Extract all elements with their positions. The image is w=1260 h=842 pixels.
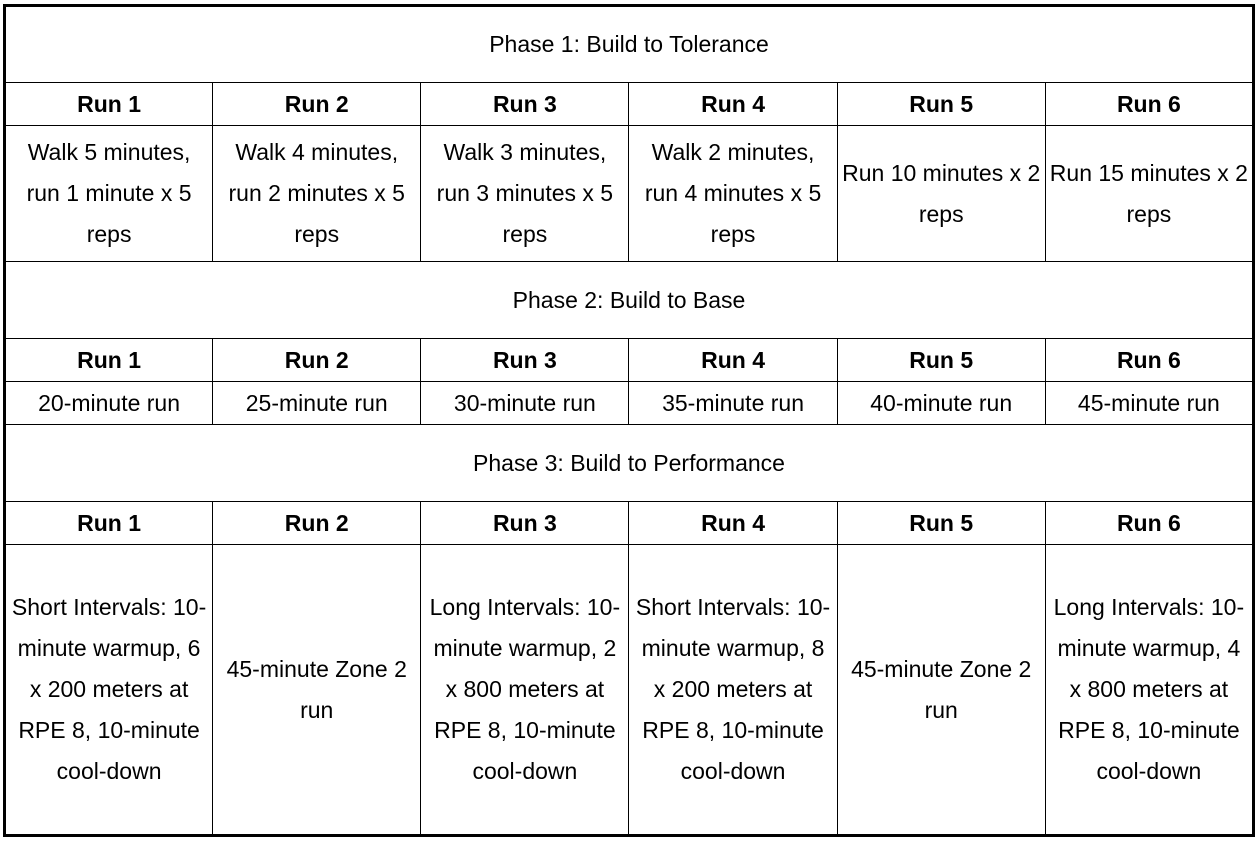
phase-3-title: Phase 3: Build to Performance [5,425,1254,502]
phase-2-header-row [5,339,1254,382]
phase-2-run-2-workout: 25-minute run [213,382,421,425]
phase-2-header-run-4: Run 4 [629,339,837,382]
phase-2-title: Phase 2: Build to Base [5,262,1254,339]
phase-3-run-3-workout: Long Intervals: 10-minute warmup, 2 x 800 meters at RPE 8, 10-minute cool-down [421,545,629,836]
phase-3-run-6-workout: Long Intervals: 10-minute warmup, 4 x 800 meters at RPE 8, 10-minute cool-down [1045,545,1253,836]
phase-2-header-run-6: Run 6 [1045,339,1253,382]
phase-1-run-5-workout: Run 10 minutes x 2 reps [837,126,1045,262]
phase-3-header-run-3: Run 3 [421,502,629,545]
phase-2-run-6-workout: 45-minute run [1045,382,1253,425]
phase-2-run-4-workout: 35-minute run [629,382,837,425]
phase-1-header-run-5: Run 5 [837,83,1045,126]
phase-2-header-run-2: Run 2 [213,339,421,382]
phase-3-header-run-6: Run 6 [1045,502,1253,545]
phase-3-run-1-workout: Short Intervals: 10-minute warmup, 6 x 200 meters at RPE 8, 10-minute cool-down [5,545,213,836]
phase-3-header-run-4: Run 4 [629,502,837,545]
phase-2-header-run-5: Run 5 [837,339,1045,382]
phase-2-header-run-3: Run 3 [421,339,629,382]
phase-2-header-run-1: Run 1 [5,339,213,382]
phase-2-run-5-workout: 40-minute run [837,382,1045,425]
phase-1-header-run-3: Run 3 [421,83,629,126]
phase-1-header-run-2: Run 2 [213,83,421,126]
phase-1-run-2-workout: Walk 4 minutes, run 2 minutes x 5 reps [213,126,421,262]
phase-1-run-1-workout: Walk 5 minutes, run 1 minute x 5 reps [5,126,213,262]
phase-1-title: Phase 1: Build to Tolerance [5,6,1254,83]
phase-3-header-row [5,502,1254,545]
phase-3-run-5-workout: 45-minute Zone 2 run [837,545,1045,836]
phase-3-title-row [5,425,1254,502]
phase-1-header-run-1: Run 1 [5,83,213,126]
phase-1-title-row [5,6,1254,83]
phase-2-run-1-workout: 20-minute run [5,382,213,425]
phase-1-workout-row [5,126,1254,262]
phase-3-workout-row [5,545,1254,836]
phase-3-header-run-5: Run 5 [837,502,1045,545]
phase-3-header-run-2: Run 2 [213,502,421,545]
phase-3-header-run-1: Run 1 [5,502,213,545]
phase-1-run-3-workout: Walk 3 minutes, run 3 minutes x 5 reps [421,126,629,262]
phase-1-run-4-workout: Walk 2 minutes, run 4 minutes x 5 reps [629,126,837,262]
phase-1-header-run-6: Run 6 [1045,83,1253,126]
phase-1-header-run-4: Run 4 [629,83,837,126]
phase-1-header-row [5,83,1254,126]
phase-1-run-6-workout: Run 15 minutes x 2 reps [1045,126,1253,262]
phase-2-title-row [5,262,1254,339]
training-plan-table [3,4,1255,837]
phase-3-run-4-workout: Short Intervals: 10-minute warmup, 8 x 200 meters at RPE 8, 10-minute cool-down [629,545,837,836]
phase-3-run-2-workout: 45-minute Zone 2 run [213,545,421,836]
phase-2-run-3-workout: 30-minute run [421,382,629,425]
phase-2-workout-row [5,382,1254,425]
